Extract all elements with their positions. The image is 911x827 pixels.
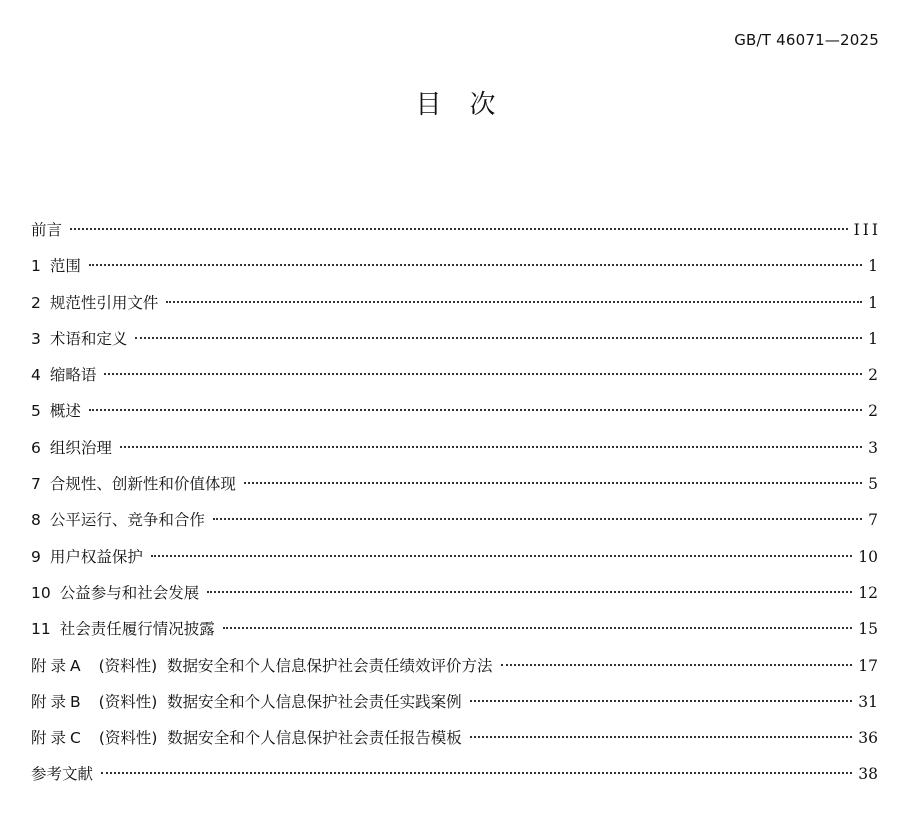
toc-entry[interactable] bbox=[31, 357, 878, 393]
toc-entry[interactable] bbox=[31, 212, 881, 248]
toc-entry-label: 范围 bbox=[49, 257, 81, 276]
toc-entry-label: 前言 bbox=[31, 221, 63, 239]
toc-entry-label: 公益参与和社会发展 bbox=[59, 583, 200, 602]
toc-dot-leader bbox=[166, 301, 862, 303]
toc-dot-leader bbox=[151, 555, 852, 557]
toc-dot-leader bbox=[104, 373, 862, 375]
toc-entry-page: III bbox=[853, 221, 881, 239]
toc-entry-number: 10 bbox=[31, 583, 51, 602]
toc-dot-leader bbox=[120, 446, 862, 448]
toc-dot-leader bbox=[244, 482, 862, 484]
toc-entry-page: 12 bbox=[858, 583, 878, 602]
toc-dot-leader bbox=[89, 264, 862, 266]
toc-entry-page: 7 bbox=[868, 511, 878, 530]
toc-entry[interactable] bbox=[31, 321, 878, 357]
toc-entry-label: 社会责任履行情况披露 bbox=[59, 620, 215, 639]
toc-entry-number: 3 bbox=[31, 329, 41, 348]
toc-entry-page: 10 bbox=[858, 547, 878, 566]
toc-entry[interactable] bbox=[31, 611, 878, 647]
toc-dot-leader bbox=[89, 409, 862, 411]
toc-entry-label: (资料性) 数据安全和个人信息保护社会责任绩效评价方法 bbox=[98, 656, 493, 675]
toc-entry[interactable] bbox=[31, 466, 878, 502]
toc-entry-page: 36 bbox=[858, 729, 878, 748]
toc-entry-number: 附录A bbox=[31, 656, 85, 675]
toc-entry-page: 31 bbox=[858, 692, 878, 711]
toc-dot-leader bbox=[223, 627, 853, 629]
toc-entry-annex[interactable] bbox=[31, 648, 878, 684]
toc-entry-number: 5 bbox=[31, 402, 41, 421]
toc-dot-leader bbox=[470, 700, 853, 702]
toc-entry-label: 参考文献 bbox=[31, 765, 94, 784]
toc-entry-number: 6 bbox=[31, 438, 41, 457]
toc-entry[interactable] bbox=[31, 248, 878, 284]
toc-dot-leader bbox=[470, 736, 852, 738]
toc-entry-label: (资料性) 数据安全和个人信息保护社会责任实践案例 bbox=[98, 692, 462, 711]
toc-entry[interactable] bbox=[31, 502, 878, 538]
toc-entry-label: (资料性) 数据安全和个人信息保护社会责任报告模板 bbox=[98, 729, 462, 748]
toc-entry-annex[interactable] bbox=[31, 684, 878, 720]
toc-dot-leader bbox=[101, 772, 852, 774]
toc-entry[interactable] bbox=[31, 430, 878, 466]
toc-entry-number: 4 bbox=[31, 366, 41, 385]
toc-entry[interactable] bbox=[31, 539, 878, 575]
toc-dot-leader bbox=[70, 228, 848, 230]
toc-entry[interactable] bbox=[31, 575, 878, 611]
toc-entry-page: 3 bbox=[868, 438, 878, 457]
toc-entry-number: 7 bbox=[31, 475, 41, 494]
page-title: 目次 bbox=[415, 90, 524, 120]
toc-entry-number: 2 bbox=[31, 293, 41, 312]
toc-entry-page: 2 bbox=[868, 366, 878, 385]
toc-entry-label: 概述 bbox=[49, 402, 81, 421]
toc-entry-label: 公平运行、竞争和合作 bbox=[49, 511, 205, 530]
toc-entry-page: 5 bbox=[868, 475, 878, 494]
toc-entry-number: 11 bbox=[31, 620, 51, 639]
toc-dot-leader bbox=[207, 591, 852, 593]
toc-dot-leader bbox=[135, 337, 862, 339]
toc-entry-annex[interactable] bbox=[31, 720, 878, 756]
toc-entry-label: 用户权益保护 bbox=[49, 547, 143, 566]
toc-entry-page: 2 bbox=[868, 402, 878, 421]
toc-entry-label: 规范性引用文件 bbox=[49, 293, 159, 312]
toc-entry-page: 1 bbox=[868, 329, 878, 348]
toc-entry-label: 缩略语 bbox=[49, 366, 97, 385]
toc-entry-label: 组织治理 bbox=[49, 438, 112, 457]
toc-entry[interactable] bbox=[31, 756, 878, 792]
toc-entry-number: 8 bbox=[31, 511, 41, 530]
table-of-contents bbox=[31, 212, 881, 793]
toc-entry-number: 附录C bbox=[31, 729, 85, 748]
toc-dot-leader bbox=[213, 518, 862, 520]
toc-entry-number: 1 bbox=[31, 257, 41, 276]
toc-entry-label: 合规性、创新性和价值体现 bbox=[49, 475, 236, 494]
toc-entry-number: 9 bbox=[31, 547, 41, 566]
toc-entry-page: 1 bbox=[868, 257, 878, 276]
toc-entry-label: 术语和定义 bbox=[49, 329, 128, 348]
toc-entry-page: 38 bbox=[858, 765, 878, 784]
toc-entry-number: 附录B bbox=[31, 692, 85, 711]
toc-entry-page: 1 bbox=[868, 293, 878, 312]
toc-entry[interactable] bbox=[31, 393, 878, 429]
toc-entry[interactable] bbox=[31, 285, 878, 321]
standard-code: GB/T 46071—2025 bbox=[734, 31, 879, 49]
toc-entry-page: 15 bbox=[858, 620, 878, 639]
toc-entry-page: 17 bbox=[858, 656, 878, 675]
toc-dot-leader bbox=[501, 664, 853, 666]
